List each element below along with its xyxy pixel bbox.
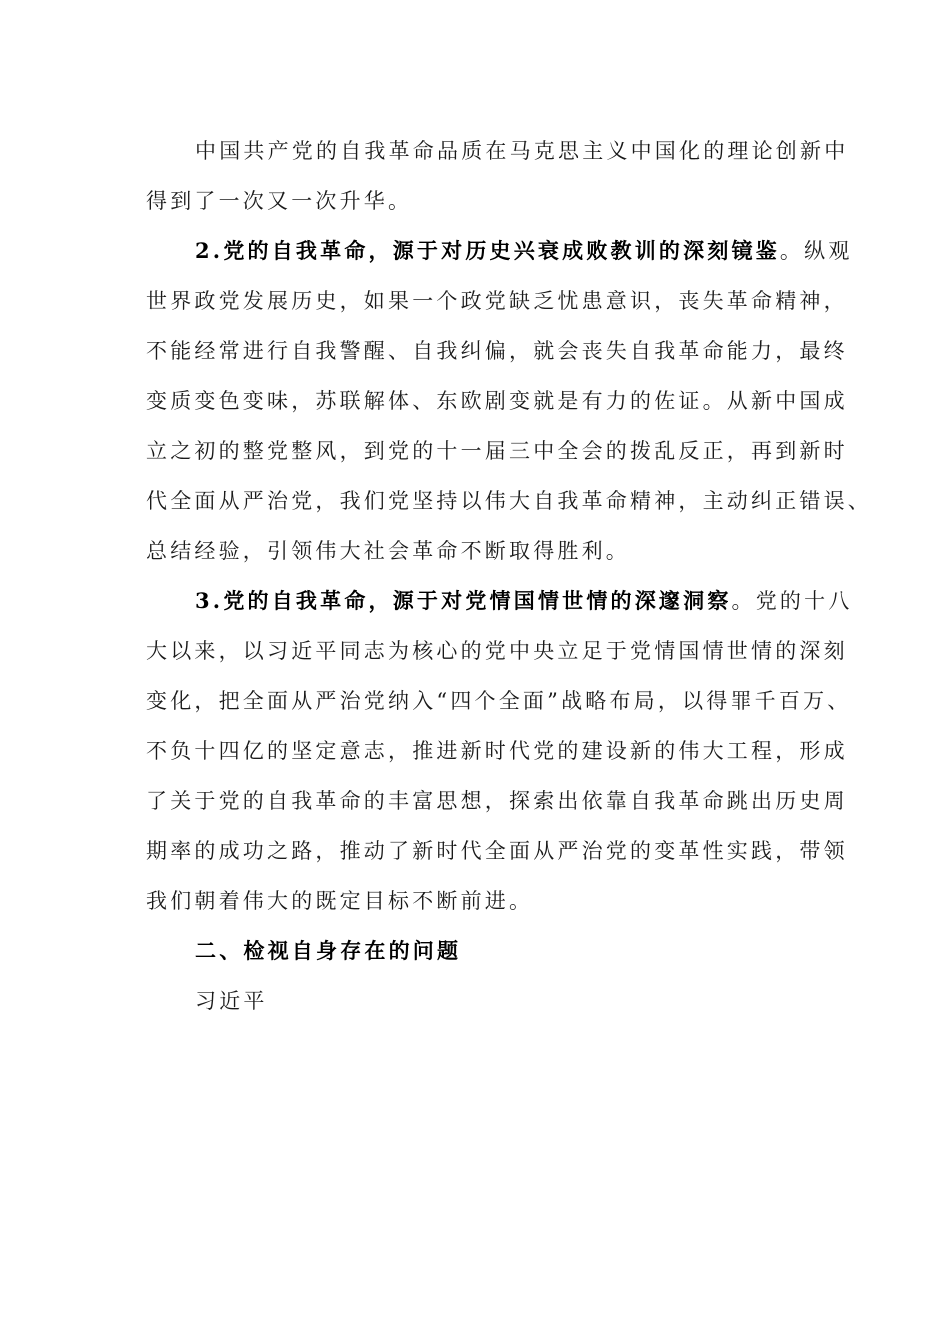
paragraph-2-line-2: 世界政党发展历史，如果一个政党缺乏忧患意识，丧失革命精神， — [146, 289, 848, 313]
paragraph-3-line-4: 不负十四亿的坚定意志，推进新时代党的建设新的伟大工程，形成 — [146, 739, 848, 763]
paragraph-3-line-1 — [195, 587, 853, 615]
paragraph-3-line-5: 了关于党的自我革命的丰富思想，探索出依靠自我革命跳出历史周 — [146, 789, 848, 813]
section-heading: 二、检视自身存在的问题 — [195, 938, 462, 963]
paragraph-2-line-3: 不能经常进行自我警醒、自我纠偏，就会丧失自我革命能力，最终 — [146, 339, 848, 363]
paragraph-3-line-6: 期率的成功之路，推动了新时代全面从严治党的变革性实践，带领 — [146, 839, 848, 863]
paragraph-3-line-2: 大以来，以习近平同志为核心的党中央立足于党情国情世情的深刻 — [146, 639, 848, 663]
paragraph-2-line-7: 总结经验，引领伟大社会革命不断取得胜利。 — [146, 539, 630, 563]
paragraph-1-line-1: 中国共产党的自我革命品质在马克思主义中国化的理论创新中 — [195, 139, 849, 163]
paragraph-2-line-5: 立之初的整党整风，到党的十一届三中全会的拨乱反正，再到新时 — [146, 439, 848, 463]
paragraph-2-line-4: 变质变色变味，苏联解体、东欧剧变就是有力的佐证。从新中国成 — [146, 389, 848, 413]
paragraph-3-line-3: 变化，把全面从严治党纳入“四个全面”战略布局，以得罪千百万、 — [146, 689, 852, 713]
paragraph-2-line-6: 代全面从严治党，我们党坚持以伟大自我革命精神，主动纠正错误、 — [146, 489, 872, 513]
paragraph-3-line-7: 我们朝着伟大的既定目标不断前进。 — [146, 889, 534, 913]
paragraph-2-line-1 — [195, 237, 853, 265]
paragraph-2-heading: 2.党的自我革命，源于对历史兴衰成败教训的深刻镜鉴 — [195, 238, 780, 263]
paragraph-1-line-2: 得到了一次又一次升华。 — [146, 189, 413, 213]
paragraph-3-line-1-rest: 。党的十八 — [731, 589, 853, 613]
paragraph-2-line-1-rest: 。纵观 — [779, 239, 853, 263]
trailing-text: 习近平 — [195, 989, 268, 1013]
paragraph-3-heading: 3.党的自我革命，源于对党情国情世情的深邃洞察 — [195, 588, 732, 613]
